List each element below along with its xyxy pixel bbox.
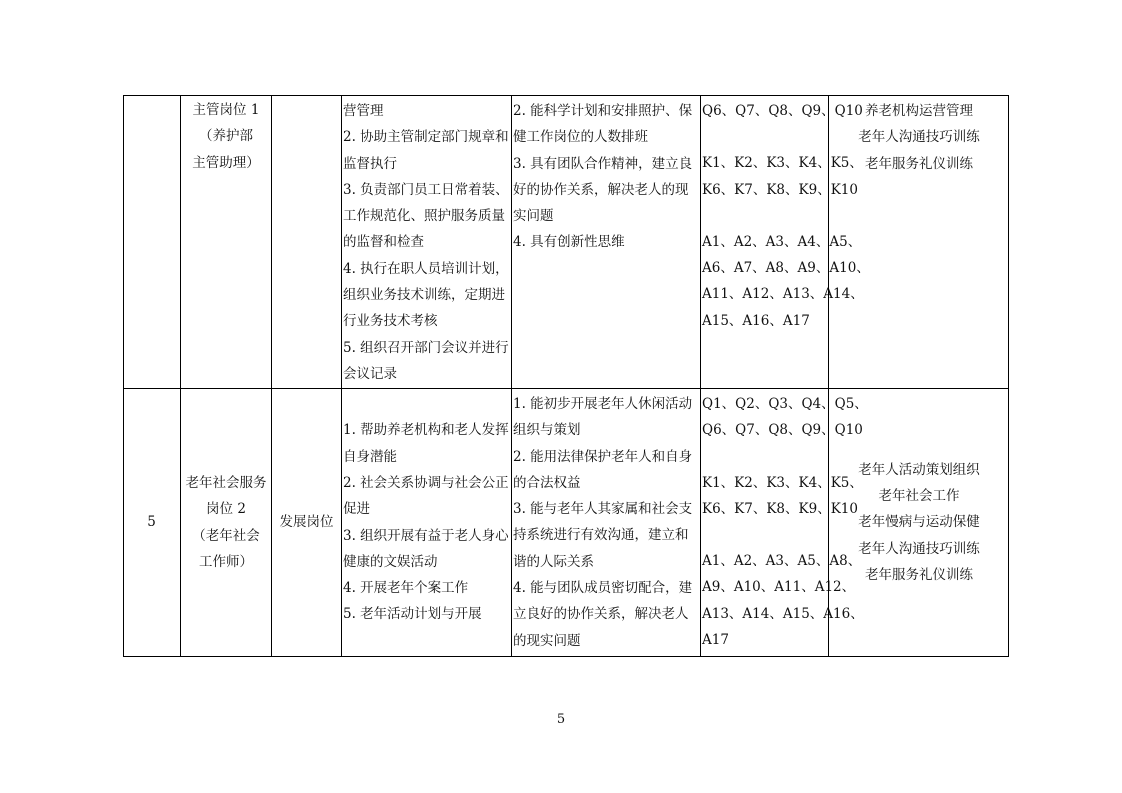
ability-line: 3. 能与老年人其家属和社会支: [513, 501, 693, 518]
course-line: 老年人沟通技巧训练: [858, 129, 980, 146]
codes-cell: [700, 388, 868, 657]
code-line: K6、K7、K8、K9、K10: [702, 500, 858, 517]
table-row: [123, 95, 1009, 388]
table-row: [123, 388, 1009, 657]
duties-cell: [341, 95, 511, 388]
ability-line: 4. 具有创新性思维: [513, 234, 625, 251]
code-line: A6、A7、A8、A9、A10、: [702, 260, 870, 277]
ability-line: 3. 具有团队合作精神，建立良: [513, 155, 693, 172]
course-line: 养老机构运营管理: [865, 103, 973, 119]
position-cell: [180, 388, 271, 657]
ability-line: 谐的人际关系: [513, 553, 594, 570]
knowledge-codes: [702, 150, 863, 203]
code-line: A1、A2、A3、A4、A5、: [702, 233, 862, 250]
code-line: A11、A12、A13、A14、: [702, 286, 864, 303]
code-line: Q6、Q7、Q8、Q9、Q10: [702, 103, 863, 119]
course-line: 老年慢病与运动保健: [858, 514, 980, 531]
position-line: 岗位 2: [206, 501, 246, 518]
duty-line: 营管理: [343, 103, 384, 119]
ability-line: 2. 能科学计划和安排照护、保: [513, 103, 693, 119]
code-line: A9、A10、A11、A12、: [702, 579, 856, 596]
duty-line: 的监督和检查: [343, 234, 424, 251]
duty-line: 组织业务技术训练，定期进: [343, 287, 505, 304]
ability-line: 立良好的协作关系，解决老人: [513, 606, 689, 623]
quality-codes: [702, 391, 868, 444]
course-line: 老年服务礼仪训练: [865, 566, 973, 583]
ability-line: 健工作岗位的人数排班: [513, 129, 648, 146]
duty-line: 5. 老年活动计划与开展: [343, 606, 482, 623]
code-line: Q1、Q2、Q3、Q4、Q5、: [702, 396, 868, 412]
code-line: Q6、Q7、Q8、Q9、Q10: [702, 422, 863, 439]
course-line: 老年服务礼仪训练: [865, 155, 973, 172]
courses-cell: [828, 95, 1009, 388]
course-line: 老年人活动策划组织: [858, 461, 980, 478]
duty-line: 4. 开展老年个案工作: [343, 580, 469, 597]
duty-line: 行业务技术考核: [343, 313, 438, 330]
category-cell: 发展岗位: [271, 388, 341, 657]
duty-line: 工作规范化、照护服务质量: [343, 208, 505, 225]
position-cell: [180, 95, 271, 388]
row-number: 5: [147, 514, 156, 531]
code-line: A17: [702, 632, 729, 649]
ability-line: 2. 能用法律保护老年人和自身: [513, 448, 693, 465]
ability-line: 组织与策划: [513, 422, 581, 439]
course-line: 老年社会工作: [878, 488, 960, 505]
duty-line: 5. 组织召开部门会议并进行: [343, 339, 509, 356]
ability-line: 好的协作关系，解决老人的现: [513, 181, 689, 198]
duty-line: 监督执行: [343, 155, 397, 172]
category-cell: [271, 95, 341, 388]
duty-line: 2. 协助主管制定部门规章和: [343, 129, 509, 146]
duty-line: 3. 组织开展有益于老人身心: [343, 527, 509, 544]
position-line: （老年社会: [192, 527, 260, 544]
course-line: 老年人沟通技巧训练: [858, 540, 980, 557]
duty-line: 会议记录: [343, 365, 397, 382]
ability-line: 4. 能与团队成员密切配合，建: [513, 580, 693, 597]
quality-codes: [702, 98, 863, 124]
duty-line: 1. 帮助养老机构和老人发挥: [343, 422, 509, 439]
page-number: 5: [556, 712, 566, 727]
duty-line: 自身潜能: [343, 448, 397, 465]
position-line: （养护部: [199, 128, 253, 145]
ability-codes: [702, 229, 870, 334]
code-line: K1、K2、K3、K4、K5、: [702, 474, 863, 491]
ability-line: 持系统进行有效沟通，建立和: [513, 527, 689, 544]
row-divider: [123, 388, 1009, 389]
ability-line: 实问题: [513, 208, 554, 225]
duties-cell: [341, 388, 511, 657]
duty-line: 4. 执行在职人员培训计划，: [343, 260, 509, 277]
ability-line: 的现实问题: [513, 632, 581, 649]
abilities-cell: [511, 388, 700, 657]
ability-line: 的合法权益: [513, 474, 581, 491]
codes-cell: [700, 95, 870, 388]
duty-line: 促进: [343, 501, 370, 518]
abilities-cell: [511, 95, 700, 388]
position-line: 老年社会服务: [185, 474, 267, 491]
code-line: K6、K7、K8、K9、K10: [702, 181, 858, 198]
courses-cell: [828, 388, 1009, 657]
ability-codes: [702, 548, 864, 653]
row-number: [123, 95, 180, 388]
position-line: 主管助理）: [192, 154, 260, 171]
position-line: 工作师）: [199, 553, 253, 570]
code-line: K1、K2、K3、K4、K5、: [702, 155, 863, 172]
code-line: A13、A14、A15、A16、: [702, 605, 864, 622]
duty-line: 健康的文娱活动: [343, 553, 438, 570]
knowledge-codes: [702, 470, 863, 523]
code-line: A15、A16、A17: [702, 312, 810, 329]
duty-line: 3. 负责部门员工日常着装、: [343, 181, 509, 198]
code-line: A1、A2、A3、A5、A8、: [702, 553, 862, 570]
duty-line: 2. 社会关系协调与社会公正: [343, 474, 509, 491]
ability-line: 1. 能初步开展老年人休闲活动: [513, 396, 693, 412]
position-line: 主管岗位 1: [192, 102, 260, 118]
